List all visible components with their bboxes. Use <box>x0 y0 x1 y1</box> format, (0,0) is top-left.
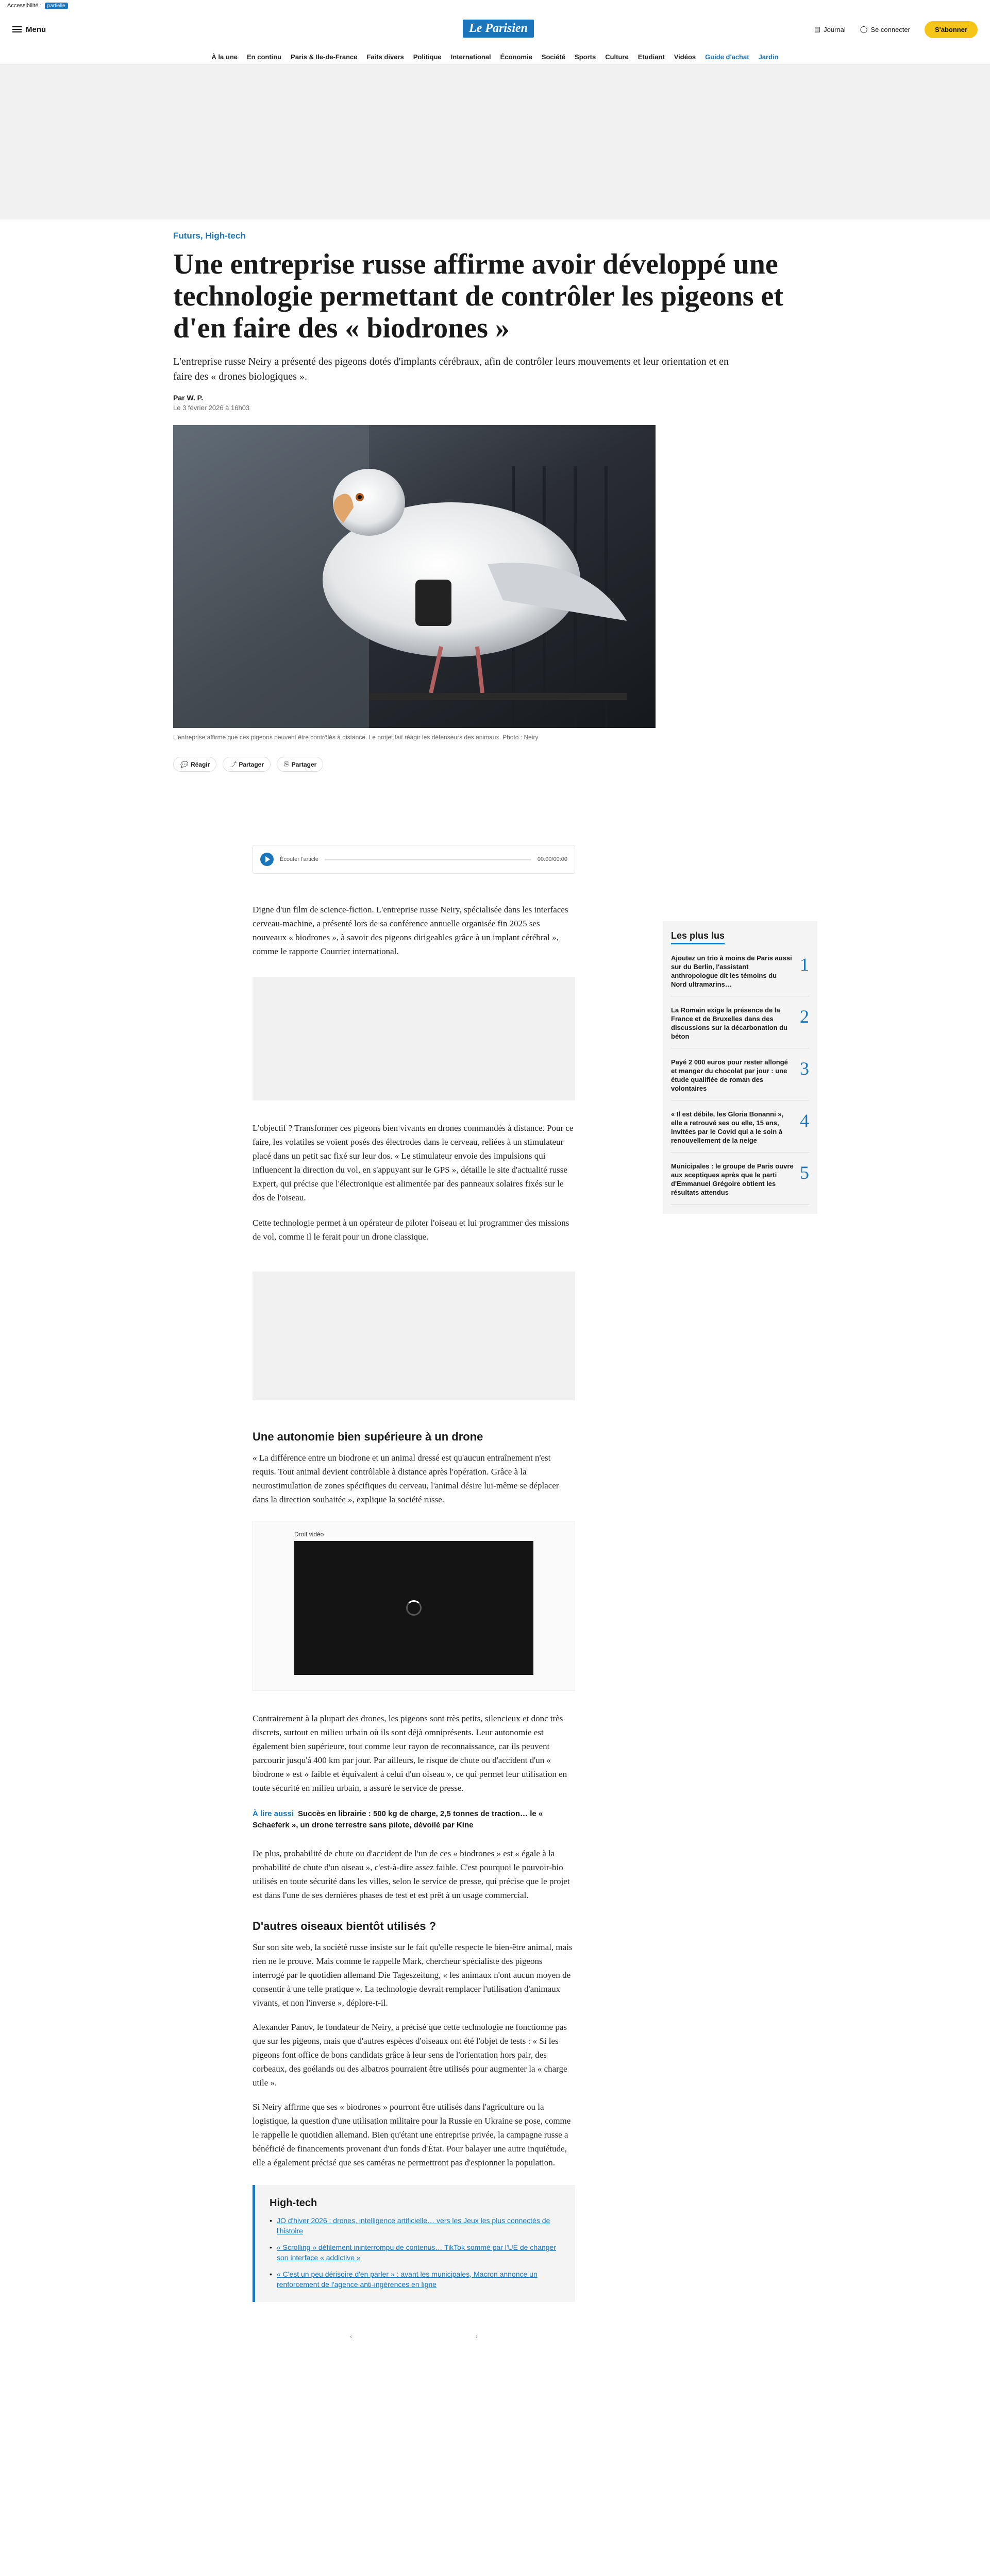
share-button[interactable] <box>223 757 271 772</box>
site-logo[interactable]: Le Parisien <box>463 20 534 38</box>
paragraph: Alexander Panov, le fondateur de Neiry, a précisé que cette technologie ne fonctionne pas que sur les pigeons, mais que d'autres espèces d'oiseaux ont été l'objet de tests : « Si les pigeons font office de bons candidats grâce à leur sens de l'orientation hors pair, des corbeaux, des goélands ou des albatros pourraient être utilisés pour augmenter la « charge utile ». <box>253 2022 567 2088</box>
most-read-text: Municipales : le groupe de Paris ouvre aux sceptiques après que le parti d'Emmanuel Grégoire obtient les résultats attendus <box>671 1162 794 1196</box>
nav-item[interactable]: Etudiant <box>637 53 665 61</box>
accessibility-label: Accessibilité : <box>7 3 42 9</box>
accessibility-badge[interactable]: partielle <box>45 3 68 9</box>
audio-time: 00:00/00:00 <box>537 856 567 862</box>
accessibility-bar <box>0 0 990 11</box>
paragraph: Si Neiry affirme que ses « biodrones » pourront être utilisés dans l'agriculture ou la logistique, la question d'une utilisation militaire pour la Russie en Ukraine se pose, comme le rappelle le quotidien allemand. Bien qu'étant une entreprise privée, la campagne russe a bénéficié de financements provenant d'un fonds d'État. Pour balayer une autre inquiétude, elle a également précisé que ses caméras ne permettront pas d'espionner la population. <box>253 2102 571 2167</box>
most-read-text: « Il est débile, les Gloria Bonanni », elle a retrouvé ses ou elle, 15 ans, invitées par le Covid qui a le soin à renouvellement de la neige <box>671 1110 784 1144</box>
audio-label: Écouter l'article <box>280 856 318 862</box>
pigeon-illustration <box>173 425 656 728</box>
related-box <box>253 2185 575 2302</box>
share-label: Partager <box>291 760 317 768</box>
newspaper-icon: ▤ <box>814 25 821 33</box>
article-kicker[interactable]: Futurs, High-tech <box>173 231 246 241</box>
most-read-sidebar <box>663 921 817 1214</box>
section-heading: Une autonomie bien supérieure à un drone <box>253 1430 483 1443</box>
journal-link[interactable] <box>814 25 846 33</box>
next-arrow-icon[interactable]: › <box>476 2333 478 2340</box>
login-link[interactable] <box>860 25 910 33</box>
journal-label: Journal <box>824 25 846 33</box>
most-read-rank: 4 <box>800 1110 809 1131</box>
nav-item[interactable]: Vidéos <box>674 53 696 61</box>
nav-item[interactable]: Sports <box>575 53 596 61</box>
video-label: Droit vidéo <box>294 1531 324 1538</box>
article-title: Une entreprise russe affirme avoir développé une technologie permettant de contrôler les pigeons et d'en faire des « biodrones » <box>173 248 784 344</box>
most-read-text: La Romain exige la présence de la France et de Bruxelles dans des discussions sur la décarbonation du béton <box>671 1006 788 1040</box>
read-also-tag: À lire aussi <box>253 1809 294 1818</box>
most-read-item[interactable] <box>671 1162 809 1205</box>
nav-item[interactable]: À la une <box>211 53 238 61</box>
paragraph: De plus, probabilité de chute ou d'accident de l'un de ces « biodrones » est « égale à la probabilité de chute d'un oiseau », c'est-à-dire assez faible. C'est pourquoi le pouvoir-bio utilisés en toute sécurité dans les villes, selon le service de presse, qui précise que le projet est dans l'une de ses dernières phases de test et est prêt à un usage commercial. <box>253 1849 570 1900</box>
menu-label: Menu <box>26 25 46 34</box>
most-read-text: Ajoutez un trio à moins de Paris aussi sur du Berlin, l'assistant anthropologue dit les témoins du Nord ultramarins… <box>671 954 792 988</box>
paragraph: Digne d'un film de science-fiction. L'entreprise russe Neiry, spécialisée dans les interfaces cerveau-machine, a présenté lors de sa conférence annuelle organisée fin 2025 ses nouveaux « biodrones », à savoir des pigeons dirigeables grâce à un implant cérébral », comme le rapporte Courrier international. <box>253 905 568 956</box>
loading-spinner-icon <box>406 1600 422 1616</box>
paragraph: L'objectif ? Transformer ces pigeons bien vivants en drones commandés à distance. Pour ce faire, les volatiles se voient posés des électrodes dans le cerveau, reliées à un stimulateur placé dans un petit sac fixé sur leur dos. « Le stimulateur envoie des impulsions qui influencent la direction du vol, en s'appuyant sur le GPS », détaille le site d'actualité russe Expert, qui précise que l'électronique est alimentée par des panneaux solaires fixés sur le dos de l'oiseau. <box>253 1123 574 1202</box>
nav-item-jardin[interactable]: Jardin <box>758 53 779 61</box>
related-link[interactable]: • JO d'hiver 2026 : drones, intelligence artificielle… vers les Jeux les plus connectés de l'histoire <box>270 2215 561 2236</box>
audio-player[interactable] <box>253 845 575 874</box>
video-player[interactable] <box>253 1521 575 1691</box>
nav-item[interactable]: International <box>450 53 491 61</box>
nav-item[interactable]: Faits divers <box>366 53 404 61</box>
prev-arrow-icon[interactable]: ‹ <box>350 2333 352 2340</box>
share-button-2[interactable] <box>277 757 323 772</box>
main-nav <box>0 49 990 65</box>
hero-image-pigeon <box>173 425 656 728</box>
play-icon[interactable] <box>260 853 274 866</box>
paragraph: Sur son site web, la société russe insiste sur le fait qu'elle respecte le bien-être animal, mais rien ne le prouve. Mais comme le rappelle Mark, chercheur spécialiste des pigeons interrogé par le quotidien allemand Die Tageszeitung, « les animaux n'ont aucun moyen de consentir à une telle pratique ». La technologie devrait remplacer l'utilisation d'animaux vivants, et non l'inverse », déplore-t-il. <box>253 1942 573 2008</box>
site-header <box>0 13 990 45</box>
most-read-rank: 2 <box>800 1006 809 1027</box>
article-date: Le 3 février 2026 à 16h03 <box>173 404 250 412</box>
user-icon: ◯ <box>860 25 868 33</box>
share-icon: ⤴ <box>229 761 236 768</box>
read-also-link[interactable] <box>253 1808 575 1831</box>
read-also-text: Succès en librairie : 500 kg de charge, 2,5 tonnes de traction… le « Schaeferk », un drone terrestre sans pilote, dévoilé par Kine <box>253 1809 543 1829</box>
article-byline: Par W. P. <box>173 394 204 402</box>
most-read-item[interactable] <box>671 1058 809 1100</box>
link-icon: ⎘ <box>283 760 289 768</box>
article-pager <box>253 2333 575 2340</box>
article-header <box>173 231 828 772</box>
comment-label: Réagir <box>190 760 210 768</box>
subscribe-button[interactable]: S'abonner <box>925 21 978 38</box>
top-ad-slot <box>0 65 990 219</box>
most-read-text: Payé 2 000 euros pour rester allongé et manger du chocolat par jour : une étude qualifiée de roman des volontaires <box>671 1058 788 1092</box>
related-link[interactable]: • « Scrolling » défilement ininterrompu de contenus… TikTok sommé par l'UE de changer son interface « addictive » <box>270 2242 561 2263</box>
audio-progress[interactable] <box>325 859 531 860</box>
most-read-rank: 1 <box>800 954 809 975</box>
share-label: Partager <box>239 760 264 768</box>
most-read-title: Les plus lus <box>671 930 725 944</box>
most-read-rank: 5 <box>800 1162 809 1183</box>
inline-ad-slot <box>253 977 575 1100</box>
related-link[interactable]: • « C'est un peu dérisoire d'en parler » : avant les municipales, Macron annonce un renforcement de l'agence anti-ingérences en ligne <box>270 2269 561 2290</box>
nav-item[interactable]: Société <box>541 53 566 61</box>
related-box-title: High-tech <box>270 2197 317 2209</box>
most-read-item[interactable] <box>671 954 809 996</box>
article-body <box>253 845 575 2340</box>
share-bar <box>173 757 828 772</box>
section-heading: D'autres oiseaux bientôt utilisés ? <box>253 1920 437 1933</box>
hero-caption: L'entreprise affirme que ces pigeons peuvent être contrôlés à distance. Le projet fait réagir les défenseurs des animaux. Photo : Neiry <box>173 734 539 741</box>
video-screen[interactable] <box>294 1541 533 1675</box>
nav-item[interactable]: Culture <box>605 53 629 61</box>
paragraph: Cette technologie permet à un opérateur de piloter l'oiseau et lui programmer des missions de vol, comme il le ferait pour un drone classique. <box>253 1218 569 1242</box>
nav-item-guide[interactable]: Guide d'achat <box>705 53 749 61</box>
hamburger-icon <box>12 26 22 32</box>
comment-button[interactable] <box>173 757 216 772</box>
most-read-rank: 3 <box>800 1058 809 1079</box>
inline-ad-slot <box>253 1272 575 1400</box>
nav-item[interactable]: Économie <box>500 53 532 61</box>
login-label: Se connecter <box>870 25 910 33</box>
nav-item[interactable]: En continu <box>247 53 282 61</box>
article-lede: L'entreprise russe Neiry a présenté des pigeons dotés d'implants cérébraux, afin de contrôler leurs mouvements et leur orientation et en faire des « drones biologiques ». <box>173 356 729 382</box>
paragraph: « La différence entre un biodrone et un animal dressé est qu'aucun entraînement n'est requis. Tout animal devient contrôlable à distance après l'opération. Grâce à la neurostimulation de zones spécifiques du cerveau, l'animal désire lui-même se déplacer dans la direction souhaitée », explique la société russe. <box>253 1453 559 1504</box>
most-read-item[interactable] <box>671 1006 809 1048</box>
paragraph: Contrairement à la plupart des drones, les pigeons sont très petits, silencieux et donc très discrets, surtout en milieu urbain où ils sont déjà omniprésents. Leur autonomie est également bien supérieure, tout comme leur rayon de reconnaissance, car ils peuvent parcourir jusqu'à 400 km par jour. Par ailleurs, le risque de chute ou d'accident d'un « biodrone » est « faible et équivalent à celui d'un oiseau », ce qui permet leur utilisation en toute sécurité en milieu urbain, a assuré le service de presse. <box>253 1714 567 1793</box>
menu-button[interactable] <box>12 25 46 34</box>
nav-item[interactable]: Politique <box>413 53 442 61</box>
comment-icon: 💬 <box>180 760 188 768</box>
most-read-item[interactable] <box>671 1110 809 1153</box>
nav-item[interactable]: Paris & Ile-de-France <box>291 53 358 61</box>
